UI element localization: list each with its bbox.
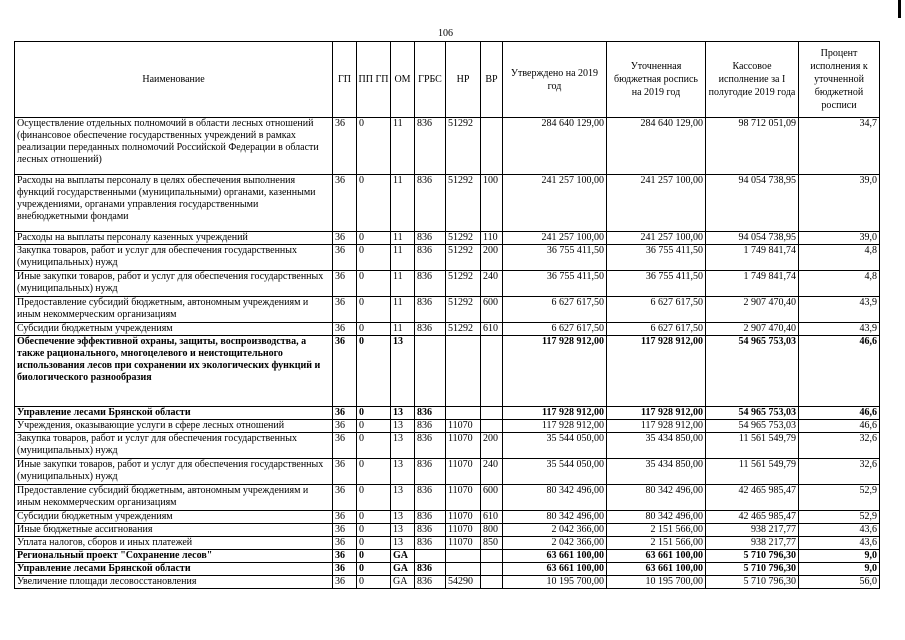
cell-name: Субсидии бюджетным учреждениям [15,511,333,524]
cell-nr: 11070 [446,537,481,550]
cell-grbs [415,550,446,563]
cell-gp: 36 [333,336,357,407]
cell-refined: 36 755 411,50 [607,245,706,271]
cell-name: Иные бюджетные ассигнования [15,524,333,537]
cell-gp: 36 [333,459,357,485]
cell-cash: 938 217,77 [706,524,799,537]
cell-percent: 32,6 [799,459,880,485]
cell-gp: 36 [333,271,357,297]
cell-percent: 4,8 [799,271,880,297]
cell-cash: 11 561 549,79 [706,433,799,459]
cell-grbs: 836 [415,118,446,175]
cell-om: 13 [391,511,415,524]
cell-gp: 36 [333,407,357,420]
header-grbs: ГРБС [415,42,446,118]
cell-om: GA [391,576,415,589]
cell-vr: 800 [481,524,503,537]
cell-gp: 36 [333,297,357,323]
cell-ppgp: 0 [357,524,391,537]
table-row [15,323,880,336]
cell-om: 13 [391,459,415,485]
cell-gp: 36 [333,420,357,433]
table-row [15,407,880,420]
cell-nr: 11070 [446,433,481,459]
cell-ppgp: 0 [357,550,391,563]
cell-om: 11 [391,232,415,245]
cell-nr [446,563,481,576]
cell-vr [481,420,503,433]
cell-vr: 610 [481,511,503,524]
cell-ppgp: 0 [357,433,391,459]
table-row [15,524,880,537]
cell-grbs: 836 [415,576,446,589]
cell-approved: 117 928 912,00 [503,336,607,407]
cell-percent: 9,0 [799,563,880,576]
header-ppgp: ПП ГП [357,42,391,118]
cell-nr: 51292 [446,323,481,336]
cell-nr: 11070 [446,524,481,537]
cell-vr: 240 [481,271,503,297]
header-approved: Утверждено на 2019 год [503,42,607,118]
cell-name: Осуществление отдельных полномочий в области лесных отношений (финансовое обеспечение государственных учреждений в рамках реализации переданных полномочий Российской Федерации в области лесных отношений) [15,118,333,175]
cell-grbs: 836 [415,537,446,550]
cell-ppgp: 0 [357,485,391,511]
cell-grbs: 836 [415,563,446,576]
table-row [15,511,880,524]
cell-refined: 36 755 411,50 [607,271,706,297]
cell-name: Иные закупки товаров, работ и услуг для обеспечения государственных (муниципальных) нужд [15,459,333,485]
cell-om: 11 [391,245,415,271]
cell-gp: 36 [333,118,357,175]
cell-name: Закупка товаров, работ и услуг для обеспечения государственных (муниципальных) нужд [15,433,333,459]
cell-refined: 117 928 912,00 [607,336,706,407]
cell-refined: 2 151 566,00 [607,524,706,537]
cell-ppgp: 0 [357,537,391,550]
cell-percent: 46,6 [799,336,880,407]
cell-name: Предоставление субсидий бюджетным, автономным учреждениям и иным некоммерческим организациям [15,297,333,323]
cell-name: Учреждения, оказывающие услуги в сфере лесных отношений [15,420,333,433]
page-number: 106 [438,28,453,39]
cell-refined: 117 928 912,00 [607,420,706,433]
cell-refined: 6 627 617,50 [607,323,706,336]
cell-gp: 36 [333,245,357,271]
cell-vr [481,576,503,589]
cell-name: Региональный проект "Сохранение лесов" [15,550,333,563]
cell-vr: 200 [481,245,503,271]
table-row [15,433,880,459]
cell-approved: 63 661 100,00 [503,550,607,563]
cell-grbs: 836 [415,271,446,297]
cell-nr [446,407,481,420]
cell-cash: 94 054 738,95 [706,175,799,232]
header-vr: ВР [481,42,503,118]
cell-nr: 51292 [446,297,481,323]
cell-nr [446,550,481,563]
cell-ppgp: 0 [357,420,391,433]
cell-gp: 36 [333,485,357,511]
cell-cash: 42 465 985,47 [706,485,799,511]
cell-gp: 36 [333,537,357,550]
cell-approved: 6 627 617,50 [503,297,607,323]
cell-name: Уплата налогов, сборов и иных платежей [15,537,333,550]
cell-approved: 10 195 700,00 [503,576,607,589]
cell-refined: 241 257 100,00 [607,232,706,245]
cell-vr [481,118,503,175]
cell-om: 11 [391,175,415,232]
cell-approved: 2 042 366,00 [503,537,607,550]
cell-refined: 284 640 129,00 [607,118,706,175]
cell-om: 13 [391,420,415,433]
cell-grbs: 836 [415,175,446,232]
cell-percent: 46,6 [799,420,880,433]
cell-grbs: 836 [415,485,446,511]
cell-percent: 39,0 [799,175,880,232]
cell-nr: 11070 [446,485,481,511]
cell-vr: 110 [481,232,503,245]
cell-approved: 284 640 129,00 [503,118,607,175]
cell-nr: 54290 [446,576,481,589]
table-row [15,297,880,323]
cell-om: GA [391,550,415,563]
cell-refined: 63 661 100,00 [607,550,706,563]
cell-cash: 938 217,77 [706,537,799,550]
cell-vr [481,336,503,407]
cell-gp: 36 [333,576,357,589]
cell-om: 13 [391,336,415,407]
cell-cash: 54 965 753,03 [706,407,799,420]
cell-ppgp: 0 [357,297,391,323]
cell-grbs: 836 [415,232,446,245]
cell-approved: 36 755 411,50 [503,271,607,297]
cell-cash: 98 712 051,09 [706,118,799,175]
cell-name: Расходы на выплаты персоналу в целях обеспечения выполнения функций государственными (муниципальными) органами, казенными учреждениями, органами управления государственными внебюджетными фондами [15,175,333,232]
cell-ppgp: 0 [357,118,391,175]
cell-ppgp: 0 [357,323,391,336]
cell-percent: 52,9 [799,511,880,524]
cell-ppgp: 0 [357,576,391,589]
cell-percent: 34,7 [799,118,880,175]
cell-cash: 11 561 549,79 [706,459,799,485]
cell-ppgp: 0 [357,336,391,407]
cell-nr: 51292 [446,118,481,175]
cell-grbs: 836 [415,459,446,485]
cell-nr [446,336,481,407]
cell-percent: 52,9 [799,485,880,511]
cell-vr: 600 [481,297,503,323]
cell-approved: 36 755 411,50 [503,245,607,271]
cell-refined: 241 257 100,00 [607,175,706,232]
cell-gp: 36 [333,511,357,524]
cell-name: Предоставление субсидий бюджетным, автономным учреждениям и иным некоммерческим организациям [15,485,333,511]
cell-grbs: 836 [415,511,446,524]
cell-om: 13 [391,485,415,511]
cell-grbs: 836 [415,420,446,433]
cell-refined: 2 151 566,00 [607,537,706,550]
cell-name: Обеспечение эффективной охраны, защиты, воспроизводства, а также рационального, многоцелевого и неистощительного использования лесов при сохранении их экологических функций и биологического разнообразия [15,336,333,407]
cell-ppgp: 0 [357,459,391,485]
cell-gp: 36 [333,524,357,537]
cell-refined: 63 661 100,00 [607,563,706,576]
cell-vr [481,550,503,563]
cell-grbs: 836 [415,297,446,323]
cell-approved: 117 928 912,00 [503,407,607,420]
cell-percent: 9,0 [799,550,880,563]
cell-cash: 2 907 470,40 [706,297,799,323]
cell-gp: 36 [333,550,357,563]
cell-ppgp: 0 [357,407,391,420]
budget-table [14,41,880,589]
cell-grbs: 836 [415,433,446,459]
cell-nr: 11070 [446,511,481,524]
page-edge-mark [898,0,901,18]
cell-gp: 36 [333,232,357,245]
cell-vr: 100 [481,175,503,232]
cell-nr: 11070 [446,420,481,433]
table-row [15,420,880,433]
cell-approved: 80 342 496,00 [503,511,607,524]
cell-gp: 36 [333,433,357,459]
cell-approved: 241 257 100,00 [503,232,607,245]
cell-grbs [415,336,446,407]
table-row [15,271,880,297]
cell-name: Иные закупки товаров, работ и услуг для обеспечения государственных (муниципальных) нужд [15,271,333,297]
table-row [15,537,880,550]
table-row [15,459,880,485]
header-refined: Уточненная бюджетная роспись на 2019 год [607,42,706,118]
cell-cash: 1 749 841,74 [706,245,799,271]
cell-gp: 36 [333,175,357,232]
cell-grbs: 836 [415,323,446,336]
cell-om: 11 [391,323,415,336]
cell-vr [481,407,503,420]
cell-name: Субсидии бюджетным учреждениям [15,323,333,336]
cell-vr: 610 [481,323,503,336]
table-row [15,563,880,576]
cell-ppgp: 0 [357,563,391,576]
cell-om: 13 [391,524,415,537]
cell-cash: 94 054 738,95 [706,232,799,245]
cell-approved: 35 544 050,00 [503,433,607,459]
cell-vr: 850 [481,537,503,550]
cell-percent: 32,6 [799,433,880,459]
cell-vr [481,563,503,576]
table-header-row [15,42,880,118]
cell-om: 13 [391,433,415,459]
cell-approved: 117 928 912,00 [503,420,607,433]
cell-name: Управление лесами Брянской области [15,407,333,420]
cell-om: 13 [391,537,415,550]
cell-ppgp: 0 [357,511,391,524]
table-row [15,175,880,232]
cell-percent: 56,0 [799,576,880,589]
cell-gp: 36 [333,563,357,576]
header-name: Наименование [15,42,333,118]
cell-cash: 1 749 841,74 [706,271,799,297]
cell-name: Закупка товаров, работ и услуг для обеспечения государственных (муниципальных) нужд [15,245,333,271]
cell-refined: 10 195 700,00 [607,576,706,589]
cell-om: 11 [391,271,415,297]
header-cash: Кассовое исполнение за I полугодие 2019 года [706,42,799,118]
table-row [15,550,880,563]
cell-nr: 51292 [446,271,481,297]
cell-approved: 241 257 100,00 [503,175,607,232]
cell-nr: 51292 [446,245,481,271]
cell-approved: 80 342 496,00 [503,485,607,511]
cell-approved: 63 661 100,00 [503,563,607,576]
cell-om: 11 [391,297,415,323]
cell-ppgp: 0 [357,175,391,232]
cell-cash: 2 907 470,40 [706,323,799,336]
table-row [15,232,880,245]
cell-cash: 5 710 796,30 [706,576,799,589]
cell-vr: 200 [481,433,503,459]
cell-approved: 6 627 617,50 [503,323,607,336]
cell-percent: 43,9 [799,323,880,336]
cell-percent: 4,8 [799,245,880,271]
cell-name: Управление лесами Брянской области [15,563,333,576]
cell-name: Увеличение площади лесовосстановления [15,576,333,589]
cell-refined: 35 434 850,00 [607,459,706,485]
table-row [15,118,880,175]
cell-percent: 43,6 [799,537,880,550]
cell-om: 13 [391,407,415,420]
cell-vr: 240 [481,459,503,485]
header-om: ОМ [391,42,415,118]
cell-cash: 5 710 796,30 [706,550,799,563]
cell-refined: 35 434 850,00 [607,433,706,459]
cell-om: GA [391,563,415,576]
cell-refined: 117 928 912,00 [607,407,706,420]
cell-refined: 80 342 496,00 [607,511,706,524]
table-row [15,245,880,271]
table-row [15,485,880,511]
cell-ppgp: 0 [357,271,391,297]
table-body [15,118,880,589]
cell-percent: 43,9 [799,297,880,323]
cell-cash: 5 710 796,30 [706,563,799,576]
cell-name: Расходы на выплаты персоналу казенных учреждений [15,232,333,245]
cell-approved: 2 042 366,00 [503,524,607,537]
cell-nr: 51292 [446,175,481,232]
cell-ppgp: 0 [357,245,391,271]
cell-percent: 46,6 [799,407,880,420]
header-nr: НР [446,42,481,118]
cell-nr: 11070 [446,459,481,485]
cell-approved: 35 544 050,00 [503,459,607,485]
cell-cash: 54 965 753,03 [706,420,799,433]
cell-percent: 39,0 [799,232,880,245]
cell-cash: 54 965 753,03 [706,336,799,407]
cell-grbs: 836 [415,245,446,271]
header-gp: ГП [333,42,357,118]
cell-om: 11 [391,118,415,175]
cell-cash: 42 465 985,47 [706,511,799,524]
cell-ppgp: 0 [357,232,391,245]
cell-refined: 80 342 496,00 [607,485,706,511]
table-row [15,576,880,589]
cell-percent: 43,6 [799,524,880,537]
cell-gp: 36 [333,323,357,336]
cell-nr: 51292 [446,232,481,245]
cell-refined: 6 627 617,50 [607,297,706,323]
table-row [15,336,880,407]
cell-grbs: 836 [415,524,446,537]
header-percent: Процент исполнения к уточненной бюджетной росписи [799,42,880,118]
cell-vr: 600 [481,485,503,511]
cell-grbs: 836 [415,407,446,420]
